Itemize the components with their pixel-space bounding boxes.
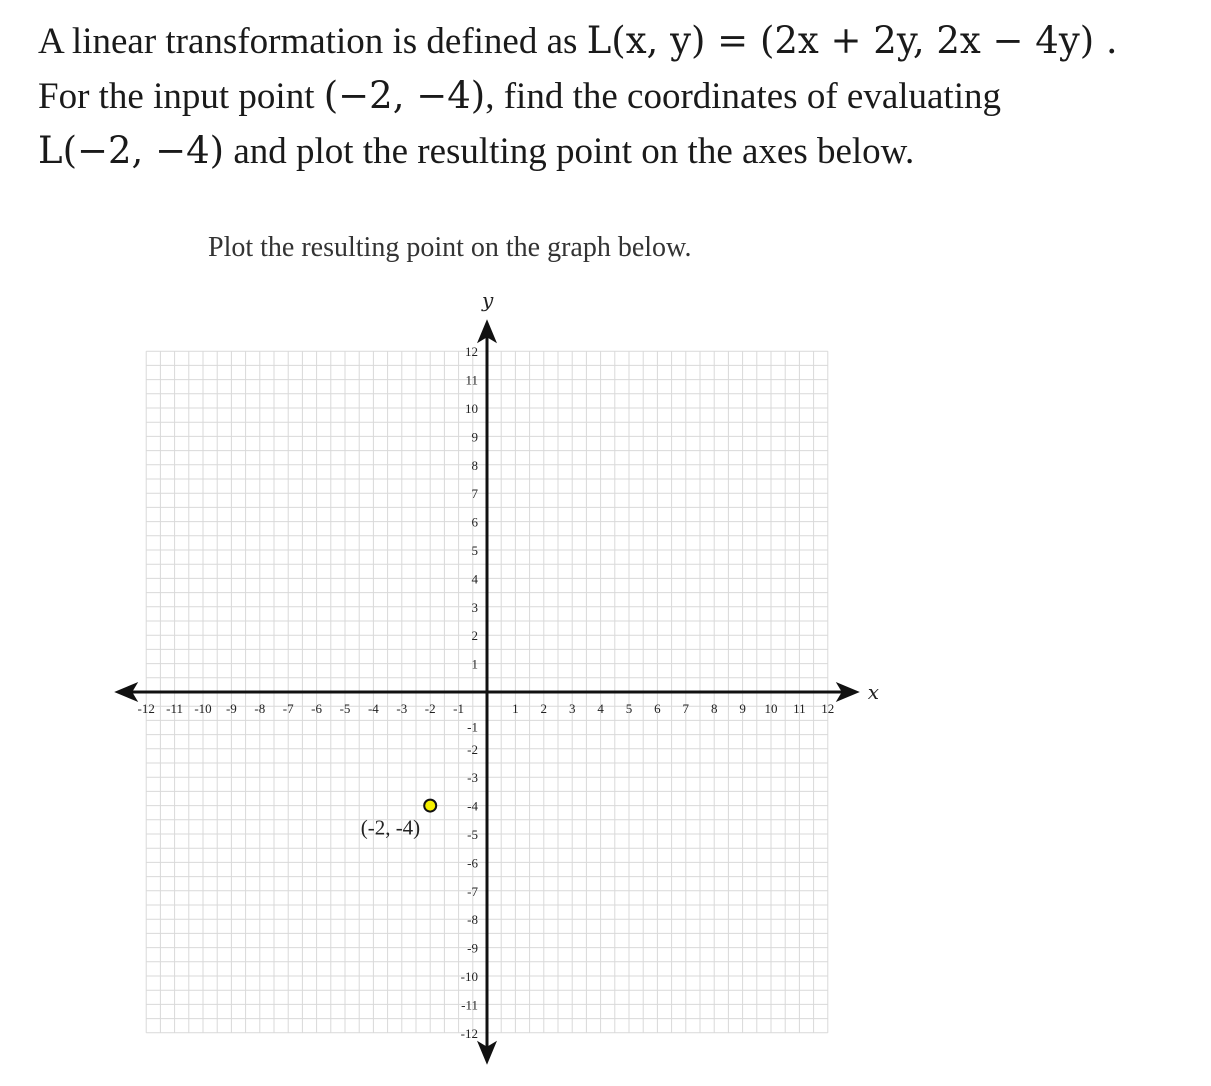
y-tick-label: 5 [471,543,478,558]
evaluation-expression: L(−2, −4) [38,129,225,172]
plotted-point[interactable] [424,800,436,812]
y-tick-label: -9 [467,940,478,956]
x-axis-label: x [867,680,880,704]
y-tick-label: 2 [471,628,478,644]
problem-line-2 [38,69,1203,124]
x-tick-label: 11 [793,701,806,716]
y-tick-label: 4 [471,571,478,587]
y-tick-label: -10 [460,969,478,984]
plot-instruction: Plot the resulting point on the graph below. [208,232,692,263]
x-tick-label: -8 [254,701,266,716]
x-tick-label: 2 [540,701,548,716]
coordinate-plane[interactable] [0,280,1211,1086]
x-tick-label: 6 [654,701,661,716]
y-tick-label: -2 [467,741,478,757]
x-tick-label: -1 [453,701,465,716]
input-point: (−2, −4) [323,74,486,117]
y-tick-label: 7 [471,486,478,502]
x-tick-label: 10 [764,701,778,716]
problem-text-1: A linear transformation is defined as [38,21,587,62]
y-tick-label: -3 [467,770,478,786]
y-tick-label: -8 [467,912,478,928]
y-tick-label: 10 [465,401,478,416]
x-tick-label: -10 [194,701,212,716]
x-tick-label: 9 [739,701,746,716]
x-tick-label: 1 [512,701,519,716]
y-tick-label: -4 [467,798,478,814]
x-tick-label: -9 [225,701,237,716]
y-tick-label: -7 [467,883,478,899]
y-tick-label: 12 [465,344,478,360]
y-tick-label: 11 [465,372,478,388]
x-tick-label: -12 [137,701,155,716]
x-tick-label: -5 [339,701,351,716]
x-tick-label: 3 [568,701,576,716]
problem-text-2: For the input point [38,76,324,117]
x-tick-label: 5 [625,701,633,716]
x-tick-label: 8 [710,701,718,716]
y-tick-label: 8 [471,457,478,473]
x-tick-label: -2 [424,701,436,716]
y-tick-label: 1 [471,656,478,672]
problem-text-4: and plot the resulting point on the axes below. [224,131,915,172]
axes [114,288,879,1065]
x-tick-label: -7 [282,701,294,716]
y-tick-label: 3 [471,599,478,615]
y-tick-label: -6 [467,855,478,871]
y-tick-label: -1 [467,719,478,735]
y-tick-label: 6 [471,514,478,530]
y-tick-label: 9 [471,429,478,445]
y-tick-label: -11 [461,997,478,1013]
y-axis-label: y [482,288,494,313]
y-tick-label: -5 [467,827,478,842]
transformation-formula: L(x, y) = (2x + 2y, 2x − 4y) . [586,19,1118,62]
x-tick-label: 12 [821,701,835,716]
x-tick-label: -11 [166,701,184,716]
x-tick-label: -6 [311,701,323,716]
x-tick-label: -3 [396,701,408,716]
x-tick-label: -4 [367,701,379,716]
problem-line-3 [38,124,1203,179]
problem-line-1 [38,14,1203,69]
x-tick-label: 4 [597,701,604,716]
y-tick-label: -12 [460,1025,478,1041]
problem-statement [38,14,1203,179]
x-tick-label: 7 [682,701,690,716]
plotted-point-label: (-2, -4) [360,815,421,840]
problem-text-3: , find the coordinates of evaluating [485,76,1001,117]
